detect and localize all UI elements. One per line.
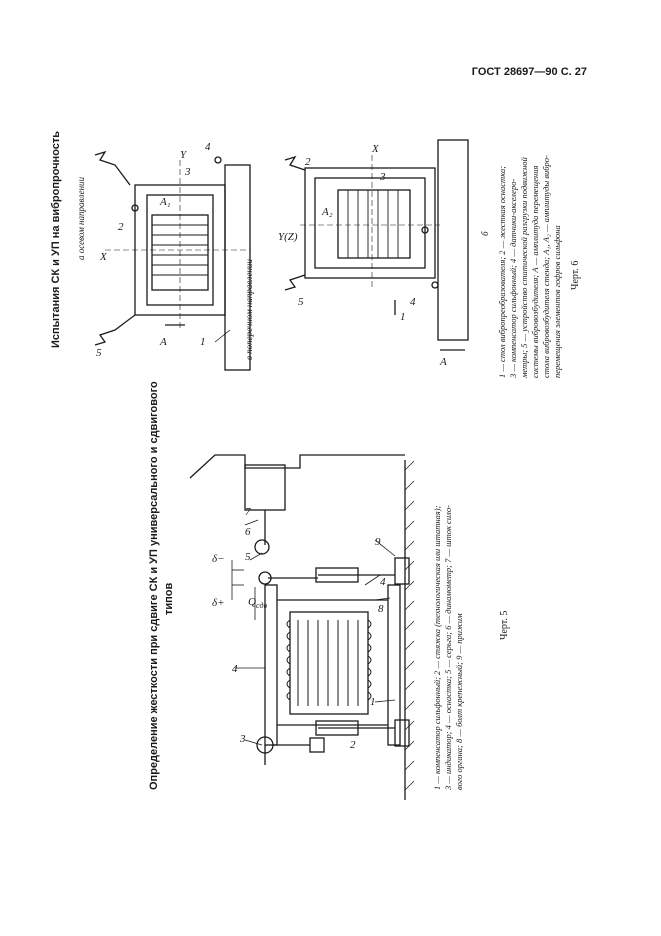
fig5-callout-1: 1 — [370, 696, 376, 708]
fig5-label: Черт. 5 — [499, 610, 510, 640]
fig6b-callout-1: 1 — [400, 311, 406, 323]
fig6b-axis-yz: Y(Z) — [278, 231, 298, 243]
fig6-sub-b-label: б — [480, 231, 490, 236]
fig6a-axis-a: A — [160, 336, 167, 348]
fig5-callout-3: 3 — [240, 733, 246, 745]
fig6b-callout-2: 2 — [305, 156, 311, 168]
fig5-callout-2: 2 — [350, 739, 356, 751]
fig6a-axis-a1: A₁ — [160, 196, 171, 208]
fig6-caption-line4: системы вибровозбудителя; А — амплитуда перемещения — [530, 165, 540, 378]
fig5-caption-line1: 1 — компенсатор сильфонный; 2 — стяжка (технологическая или штатная); — [432, 505, 442, 790]
fig5-callout-9: 9 — [375, 536, 381, 548]
fig6b-callout-5: 5 — [298, 296, 304, 308]
fig5-callout-4-top: 4 — [232, 663, 238, 675]
fig6a-axis-x: X — [100, 251, 107, 263]
fig6b-axis-a: A — [440, 356, 447, 368]
fig6-caption-line2: 3 — компенсатор сильфонный; 4 — датчики-акселеро- — [508, 178, 518, 378]
fig5-q-sdv-sub: сдв — [256, 601, 268, 610]
fig6b-axis-x: X — [372, 143, 379, 155]
fig6b-axis-a2: A₂ — [322, 206, 333, 218]
fig6-caption-line5: стола вибровозбудителя стенда; А₁, А₂ — амплитуды вибро- — [541, 155, 551, 378]
fig5-callout-8: 8 — [378, 603, 384, 615]
page-header: ГОСТ 28697—90 С. 27 — [471, 66, 587, 78]
fig6-caption-line1: 1 — стол вибропреобразователя; 2 — жесткая оснастка; — [497, 165, 507, 378]
fig5-delta-plus: δ+ — [212, 597, 225, 609]
fig5-delta-minus: δ− — [212, 553, 225, 565]
fig6a-callout-2: 2 — [118, 221, 124, 233]
fig5-callout-4-right: 4 — [380, 576, 386, 588]
fig5-title-line1: Определение жесткости при сдвиге СК и УП универсального и сдвигового — [148, 381, 160, 790]
fig6-subtitle-b: в поперечном направлении — [244, 259, 254, 360]
fig6a-callout-5: 5 — [96, 347, 102, 359]
fig5-caption-line2: 3 — индикатор; 4 — оснастка; 5 — серьга; 6 — динамометр; 7 — шток сило- — [443, 505, 453, 790]
fig5-callout-6: 6 — [245, 526, 251, 538]
fig6-title: Испытания СК и УП на вибропрочность — [50, 130, 62, 348]
fig6a-callout-3: 3 — [185, 166, 191, 178]
fig6-label: Черт. 6 — [570, 260, 581, 290]
fig5-caption-line3: вого органа; 8 — болт крепежный; 9 — прижим — [454, 613, 464, 790]
fig5-q-sdv: Q — [248, 596, 256, 608]
fig6-subtitle-a: а осевом направлении — [76, 176, 86, 260]
fig5-title-line2: типов — [163, 582, 175, 615]
fig6a-callout-1: 1 — [200, 336, 206, 348]
fig6-caption-line3: метры; 5 — устройство статической разгрузки подвижной — [519, 157, 529, 378]
fig5-callout-5: 5 — [245, 551, 251, 563]
fig6-caption-line6: перемещения элементов гофров сильфона — [552, 225, 562, 378]
fig6a-axis-y: Y — [180, 149, 187, 161]
fig6a-callout-4: 4 — [205, 141, 211, 153]
fig6b-callout-4: 4 — [410, 296, 416, 308]
fig5-callout-7: 7 — [245, 506, 251, 518]
fig6b-callout-3: 3 — [380, 171, 386, 183]
